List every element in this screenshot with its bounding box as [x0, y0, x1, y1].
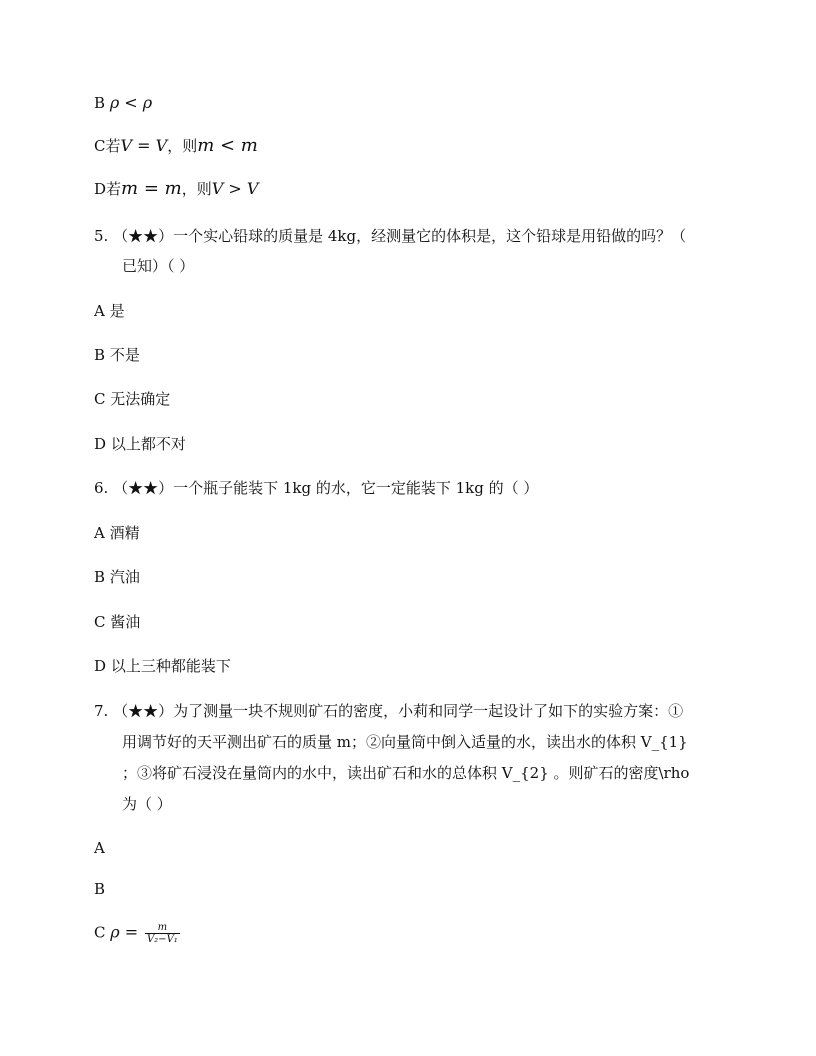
q6-option-a[interactable] [94, 523, 140, 543]
option-label: C [94, 613, 106, 631]
q5-option-a[interactable] [94, 301, 125, 321]
option-label: B [94, 568, 106, 586]
option-label: B [94, 346, 106, 364]
option-text: 无法确定 [110, 390, 171, 408]
q6-stem-line-1: 6. （★★）一个瓶子能装下 1kg 的水，它一定能装下 1kg 的（ ） [94, 479, 539, 497]
option-text: 若 [105, 137, 121, 155]
option-text: ，则 [167, 137, 198, 155]
q7-stem-line-3: ；③将矿石浸没在量筒内的水中，读出矿石和水的总体积 V_{2} 。则矿石的密度\rho [122, 764, 690, 782]
option-math: V > V [211, 179, 259, 198]
option-math: ρ = [110, 922, 139, 942]
q7-stem-line-4: 为（ ） [122, 795, 172, 813]
option-text: 以上都不对 [110, 435, 186, 453]
option-label: C [94, 137, 106, 155]
q7-option-b[interactable] [94, 879, 105, 899]
q7-option-a[interactable] [94, 838, 105, 858]
option-text: ，则 [181, 180, 212, 198]
option-text: 是 [109, 302, 125, 320]
q6-option-d[interactable] [94, 656, 231, 676]
option-label: D [94, 657, 107, 675]
option-label: A [94, 839, 105, 857]
q7-option-c[interactable] [94, 922, 180, 945]
option-label: A [94, 302, 105, 320]
option-text: 以上三种都能装下 [110, 657, 231, 675]
q4-option-d[interactable] [94, 179, 258, 199]
q5-option-b[interactable] [94, 345, 140, 365]
option-math: ρ < ρ [109, 93, 153, 112]
option-text: 酒精 [109, 524, 140, 542]
q4-option-c[interactable] [94, 136, 258, 156]
option-label: D [94, 180, 107, 198]
q5-stem-line-1: 5. （★★）一个实心铅球的质量是 4kg，经测量它的体积是，这个铅球是用铅做的吗？（ [94, 227, 687, 245]
q5-stem-line-2: 已知）（ ） [122, 257, 195, 275]
q6-option-b[interactable] [94, 567, 140, 587]
option-label: B [94, 880, 106, 898]
q6-option-c[interactable] [94, 612, 140, 632]
q7-stem-line-1: 7. （★★）为了测量一块不规则矿石的密度，小莉和同学一起设计了如下的实验方案：① [94, 702, 684, 720]
q4-option-b[interactable] [94, 93, 152, 113]
option-label: C [94, 390, 106, 408]
option-label: C [94, 923, 106, 942]
option-math: m < m [197, 135, 258, 156]
option-math: V = V [120, 136, 168, 155]
fraction-numerator: m [145, 922, 180, 934]
q5-option-d[interactable] [94, 434, 186, 454]
option-text: 若 [106, 180, 122, 198]
option-math: m = m [121, 178, 182, 199]
option-label: D [94, 435, 107, 453]
option-text: 酱油 [110, 613, 141, 631]
option-label: B [94, 94, 106, 112]
q7-stem-line-2: 用调节好的天平测出矿石的质量 m；②向量筒中倒入适量的水，读出水的体积 V_{1} [122, 733, 688, 751]
density-fraction [145, 922, 180, 945]
option-label: A [94, 524, 105, 542]
fraction-denominator: V₂−V₁ [146, 934, 178, 945]
option-text: 不是 [109, 346, 140, 364]
option-text: 汽油 [109, 568, 140, 586]
q5-option-c[interactable] [94, 389, 170, 409]
